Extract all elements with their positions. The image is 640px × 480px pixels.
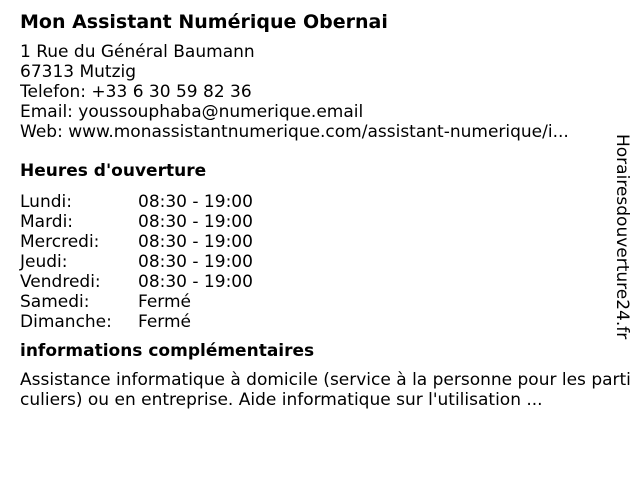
hours-row-friday	[20, 272, 610, 292]
hours-day: Vendredi:	[20, 272, 101, 292]
hours-row-sunday	[20, 312, 610, 332]
web-line: Web: www.monassistantnumerique.com/assistant-numerique/i...	[20, 122, 569, 142]
hours-day: Jeudi:	[20, 252, 68, 272]
hours-row-wednesday	[20, 232, 610, 252]
hours-day: Mercredi:	[20, 232, 100, 252]
hours-time: Fermé	[138, 292, 192, 312]
email-line: Email: youssouphaba@numerique.email	[20, 102, 364, 122]
phone-line: Telefon: +33 6 30 59 82 36	[20, 82, 252, 102]
hours-heading: Heures d'ouverture	[20, 161, 207, 181]
hours-time: 08:30 - 19:00	[138, 252, 253, 272]
site-watermark: Horairesdouverture24.fr	[612, 134, 632, 340]
hours-table	[20, 192, 610, 332]
hours-day: Samedi:	[20, 292, 90, 312]
hours-day: Dimanche:	[20, 312, 112, 332]
hours-row-saturday	[20, 292, 610, 312]
hours-time: 08:30 - 19:00	[138, 232, 253, 252]
hours-time: 08:30 - 19:00	[138, 272, 253, 292]
street-address: 1 Rue du Général Baumann	[20, 42, 255, 62]
city-line: 67313 Mutzig	[20, 62, 137, 82]
hours-row-monday	[20, 192, 610, 212]
hours-time: Fermé	[138, 312, 192, 332]
info-text: Assistance informatique à domicile (service à la personne pour les particuliers) ou en entreprise. Aide informatique sur l'utilisation ...	[20, 370, 631, 410]
hours-row-tuesday	[20, 212, 610, 232]
hours-day: Mardi:	[20, 212, 74, 232]
hours-row-thursday	[20, 252, 610, 272]
hours-time: 08:30 - 19:00	[138, 192, 253, 212]
hours-time: 08:30 - 19:00	[138, 212, 253, 232]
hours-day: Lundi:	[20, 192, 72, 212]
info-heading: informations complémentaires	[20, 341, 315, 361]
business-name: Mon Assistant Numérique Obernai	[20, 11, 388, 33]
contact-block	[20, 42, 610, 142]
